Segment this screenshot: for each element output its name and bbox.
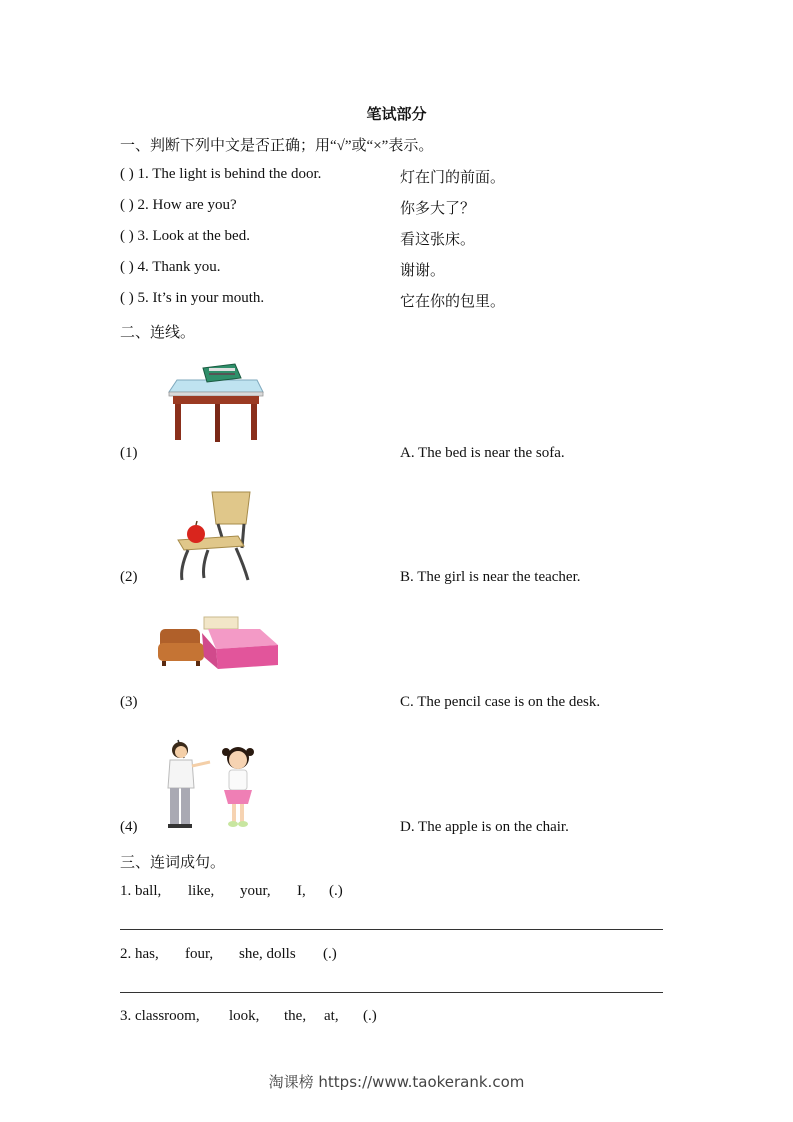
answer-line-2[interactable] [120,992,663,993]
apple-on-chair-image [172,488,262,583]
judge-item-3-en: ( ) 3. Look at the bed. [120,228,250,244]
answer-line-1[interactable] [120,929,663,930]
word: look, [229,1008,260,1024]
pencil-case-on-desk-image [165,362,265,444]
match-item-2-sentence: B. The girl is near the teacher. [400,569,581,585]
match-item-2-number: (2) [120,569,138,585]
match-item-1-number: (1) [120,445,138,461]
judge-item-5-zh: 它在你的包里。 [400,294,506,310]
section3-heading: 三、连词成句。 [120,855,226,871]
judge-item-1-en: ( ) 1. The light is behind the door. [120,166,322,182]
word: I, [297,883,306,899]
match-item-4-sentence: D. The apple is on the chair. [400,819,569,835]
word: your, [240,883,271,899]
word: four, [185,946,214,962]
word: like, [188,883,215,899]
word-order-item-1 [120,883,343,900]
word-order-item-2 [120,946,337,963]
judge-item-2-zh: 你多大了？ [400,201,476,217]
judge-item-1-zh: 灯在门的前面。 [400,170,506,186]
judge-item-3-zh: 看这张床。 [400,232,476,248]
word: she, dolls [239,946,296,962]
page-title: 笔试部分 [366,107,427,123]
word: 3. classroom, [120,1008,200,1024]
judge-item-5-en: ( ) 5. It’s in your mouth. [120,290,265,306]
word: (.) [329,883,343,899]
judge-item-4-zh: 谢谢。 [400,263,446,279]
word: (.) [323,946,337,962]
word: (.) [363,1008,377,1024]
footer-watermark: 淘课榜 https://www.taokerank.com [268,1073,525,1091]
judge-item-2-en: ( ) 2. How are you? [120,197,237,213]
section2-heading: 二、连线。 [120,325,196,341]
word-order-item-3 [120,1008,377,1025]
judge-item-4-en: ( ) 4. Thank you. [120,259,221,275]
word: 1. ball, [120,883,162,899]
section1-heading: 一、判断下列中文是否正确；用“√”或“×”表示。 [120,138,434,154]
match-item-1-sentence: A. The bed is near the sofa. [400,445,565,461]
teacher-and-girl-image [162,732,258,830]
match-item-4-number: (4) [120,819,138,835]
word: the, [284,1008,307,1024]
word: at, [324,1008,339,1024]
word: 2. has, [120,946,159,962]
match-item-3-sentence: C. The pencil case is on the desk. [400,694,601,710]
sofa-and-bed-image [156,613,282,675]
match-item-3-number: (3) [120,694,138,710]
